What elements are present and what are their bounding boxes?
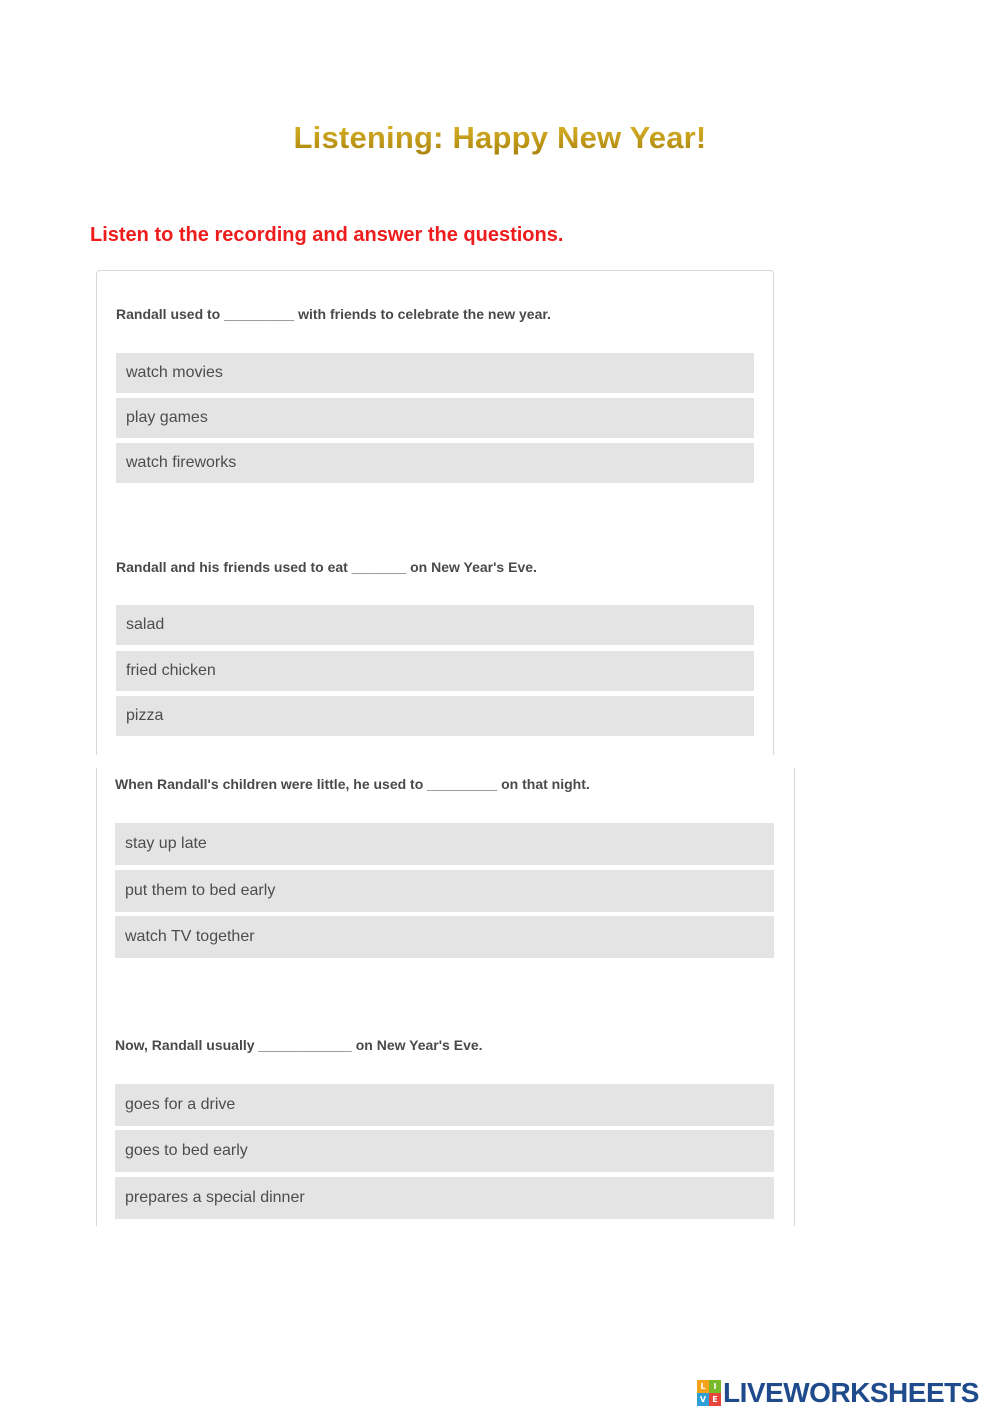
question-3-option-stay-up-late[interactable]: stay up late (115, 823, 774, 865)
question-2-option-salad[interactable]: salad (116, 605, 754, 645)
question-3-option-put-them-to-bed-early[interactable]: put them to bed early (115, 870, 774, 912)
question-4-option-prepares-a-special-dinner[interactable]: prepares a special dinner (115, 1177, 774, 1219)
logo-wordmark: LIVEWORKSHEETS (723, 1377, 979, 1408)
logo-mark-letter: V (697, 1393, 709, 1406)
question-2-option-pizza[interactable]: pizza (116, 696, 754, 736)
logo-mark-letter: L (697, 1380, 709, 1393)
worksheet-title: Listening: Happy New Year! (0, 120, 1000, 156)
question-2-prompt: Randall and his friends used to eat _______ on New Year's Eve. (116, 559, 537, 575)
liveworksheets-mark-icon (697, 1380, 721, 1406)
question-4-option-goes-to-bed-early[interactable]: goes to bed early (115, 1130, 774, 1172)
liveworksheets-logo (697, 1378, 979, 1408)
question-3-option-watch-tv-together[interactable]: watch TV together (115, 916, 774, 958)
question-2-option-fried-chicken[interactable]: fried chicken (116, 651, 754, 691)
question-1-option-watch-fireworks[interactable]: watch fireworks (116, 443, 754, 483)
logo-mark-letter: E (709, 1393, 721, 1406)
logo-mark-letter: I (709, 1380, 721, 1393)
question-1-option-watch-movies[interactable]: watch movies (116, 353, 754, 393)
instructions-text: Listen to the recording and answer the questions. (90, 224, 564, 246)
question-4-option-goes-for-a-drive[interactable]: goes for a drive (115, 1084, 774, 1126)
question-1-option-play-games[interactable]: play games (116, 398, 754, 438)
question-3-prompt: When Randall's children were little, he used to _________ on that night. (115, 776, 590, 792)
question-1-prompt: Randall used to _________ with friends to celebrate the new year. (116, 306, 551, 322)
question-4-prompt: Now, Randall usually ____________ on New Year's Eve. (115, 1037, 483, 1053)
